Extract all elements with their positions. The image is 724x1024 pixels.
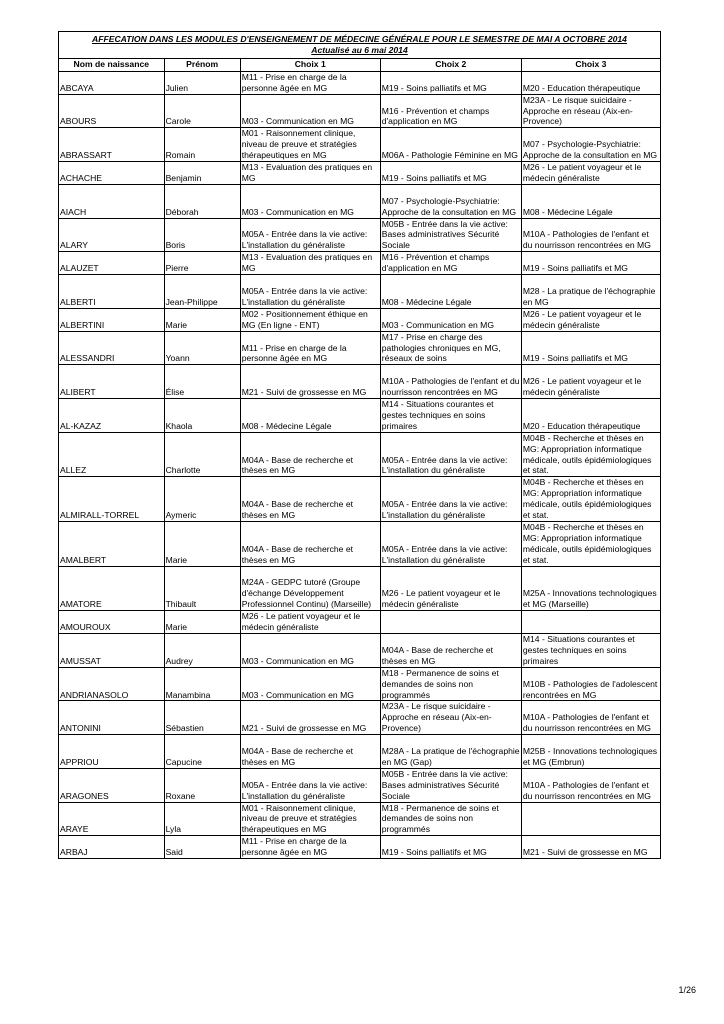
table-row [59, 566, 661, 611]
table-row [59, 667, 661, 701]
table-row [59, 218, 661, 252]
cell-prenom: Marie [164, 521, 240, 566]
cell-choix-3: M08 - Médecine Légale [521, 184, 660, 218]
cell-choix-2: M05B - Entrée dans la vie active: Bases administratives Sécurité Sociale [380, 768, 521, 802]
cell-nom: ABOURS [59, 94, 165, 128]
cell-prenom: Roxane [164, 768, 240, 802]
cell-choix-3: M28 - La pratique de l'échographie en MG [521, 275, 660, 309]
cell-choix-2: M19 - Soins palliatifs et MG [380, 162, 521, 185]
cell-nom: ABCAYA [59, 71, 165, 94]
cell-nom: AL-KAZAZ [59, 399, 165, 433]
cell-prenom: Khaola [164, 399, 240, 433]
cell-prenom: Élise [164, 365, 240, 399]
cell-choix-2: M03 - Communication en MG [380, 308, 521, 331]
cell-choix-2: M05A - Entrée dans la vie active: L'installation du généraliste [380, 521, 521, 566]
cell-choix-3: M25B - Innovations technologiques et MG (Embrun) [521, 735, 660, 769]
cell-nom: ALMIRALL-TORREL [59, 477, 165, 522]
cell-nom: AMOUROUX [59, 611, 165, 634]
cell-choix-2: M23A - Le risque suicidaire - Approche en réseau (Aix-en-Provence) [380, 701, 521, 735]
cell-choix-2: M16 - Prévention et champs d'application en MG [380, 252, 521, 275]
cell-choix-1: M13 - Evaluation des pratiques en MG [240, 252, 380, 275]
cell-prenom: Marie [164, 308, 240, 331]
cell-nom: AMUSSAT [59, 634, 165, 668]
cell-choix-1: M21 - Suivi de grossesse en MG [240, 701, 380, 735]
table-row [59, 184, 661, 218]
cell-prenom: Benjamin [164, 162, 240, 185]
cell-choix-1: M11 - Prise en charge de la personne âgée en MG [240, 836, 380, 859]
cell-nom: ARAYE [59, 802, 165, 836]
cell-choix-2: M26 - Le patient voyageur et le médecin généraliste [380, 566, 521, 611]
cell-choix-2: M05A - Entrée dans la vie active: L'installation du généraliste [380, 432, 521, 477]
cell-choix-1: M21 - Suivi de grossesse en MG [240, 365, 380, 399]
cell-choix-3: M10A - Pathologies de l'enfant et du nourrisson rencontrées en MG [521, 218, 660, 252]
cell-prenom: Thibault [164, 566, 240, 611]
allocation-sheet [58, 31, 661, 859]
table-header-row [59, 58, 661, 71]
cell-choix-1: M03 - Communication en MG [240, 184, 380, 218]
cell-nom: APPRIOU [59, 735, 165, 769]
table-row [59, 521, 661, 566]
table-row [59, 275, 661, 309]
table-row [59, 701, 661, 735]
cell-choix-1: M11 - Prise en charge de la personne âgée en MG [240, 71, 380, 94]
cell-prenom: Lyla [164, 802, 240, 836]
cell-choix-1: M03 - Communication en MG [240, 667, 380, 701]
cell-nom: ALAUZET [59, 252, 165, 275]
cell-choix-3: M10A - Pathologies de l'enfant et du nourrisson rencontrées en MG [521, 701, 660, 735]
cell-choix-2: M18 - Permanence de soins et demandes de soins non programmés [380, 667, 521, 701]
cell-choix-1: M01 - Raisonnement clinique, niveau de preuve et stratégies thérapeutiques en MG [240, 802, 380, 836]
cell-choix-2 [380, 611, 521, 634]
table-row [59, 94, 661, 128]
cell-choix-3: M19 - Soins palliatifs et MG [521, 252, 660, 275]
cell-choix-1: M05A - Entrée dans la vie active: L'installation du généraliste [240, 768, 380, 802]
cell-prenom: Pierre [164, 252, 240, 275]
cell-choix-1: M04A - Base de recherche et thèses en MG [240, 521, 380, 566]
cell-prenom: Carole [164, 94, 240, 128]
table-row [59, 611, 661, 634]
table-row [59, 162, 661, 185]
cell-nom: ANDRIANASOLO [59, 667, 165, 701]
cell-choix-2: M19 - Soins palliatifs et MG [380, 836, 521, 859]
cell-prenom: Manambina [164, 667, 240, 701]
cell-choix-2: M04A - Base de recherche et thèses en MG [380, 634, 521, 668]
cell-choix-2: M19 - Soins palliatifs et MG [380, 71, 521, 94]
cell-choix-2: M06A - Pathologie Féminine en MG [380, 128, 521, 162]
cell-choix-3: M04B - Recherche et thèses en MG: Appropriation informatique médicale, outils épidémiologiques et stat. [521, 432, 660, 477]
cell-prenom: Boris [164, 218, 240, 252]
cell-choix-3: M26 - Le patient voyageur et le médecin généraliste [521, 365, 660, 399]
column-header-choix-2: Choix 2 [380, 58, 521, 71]
cell-choix-1: M05A - Entrée dans la vie active: L'installation du généraliste [240, 218, 380, 252]
cell-choix-3: M14 - Situations courantes et gestes techniques en soins primaires [521, 634, 660, 668]
cell-choix-1: M26 - Le patient voyageur et le médecin généraliste [240, 611, 380, 634]
column-header-choix-1: Choix 1 [240, 58, 380, 71]
cell-choix-1: M01 - Raisonnement clinique, niveau de preuve et stratégies thérapeutiques en MG [240, 128, 380, 162]
table-row [59, 252, 661, 275]
cell-nom: ALESSANDRI [59, 331, 165, 365]
cell-choix-2: M08 - Médecine Légale [380, 275, 521, 309]
cell-prenom: Romain [164, 128, 240, 162]
cell-choix-2: M16 - Prévention et champs d'application en MG [380, 94, 521, 128]
cell-choix-2: M18 - Permanence de soins et demandes de soins non programmés [380, 802, 521, 836]
cell-choix-3: M19 - Soins palliatifs et MG [521, 331, 660, 365]
table-row [59, 477, 661, 522]
cell-prenom: Audrey [164, 634, 240, 668]
cell-prenom: Jean-Philippe [164, 275, 240, 309]
cell-nom: ALBERTI [59, 275, 165, 309]
table-row [59, 331, 661, 365]
cell-choix-3: M10B - Pathologies de l'adolescent rencontrées en MG [521, 667, 660, 701]
cell-choix-2: M05A - Entrée dans la vie active: L'installation du généraliste [380, 477, 521, 522]
cell-nom: ANTONINI [59, 701, 165, 735]
cell-choix-1: M04A - Base de recherche et thèses en MG [240, 477, 380, 522]
cell-choix-1: M03 - Communication en MG [240, 634, 380, 668]
cell-choix-3: M20 - Education thérapeutique [521, 399, 660, 433]
document-title: AFFECATION DANS LES MODULES D'ENSEIGNEMENT DE MÉDECINE GÉNÉRALE POUR LE SEMESTRE DE MAI A OCTOBRE 2014 [59, 32, 661, 45]
cell-choix-3: M26 - Le patient voyageur et le médecin généraliste [521, 162, 660, 185]
table-row [59, 432, 661, 477]
table-row [59, 634, 661, 668]
table-row [59, 802, 661, 836]
table-row [59, 836, 661, 859]
cell-nom: AMALBERT [59, 521, 165, 566]
cell-nom: ABRASSART [59, 128, 165, 162]
cell-nom: ARAGONES [59, 768, 165, 802]
cell-prenom: Julien [164, 71, 240, 94]
table-row [59, 768, 661, 802]
cell-choix-3: M04B - Recherche et thèses en MG: Appropriation informatique médicale, outils épidémiologiques et stat. [521, 477, 660, 522]
cell-choix-2: M17 - Prise en charge des pathologies chroniques en MG, réseaux de soins [380, 331, 521, 365]
cell-choix-1: M04A - Base de recherche et thèses en MG [240, 432, 380, 477]
column-header-prenom: Prénom [164, 58, 240, 71]
cell-choix-1: M13 - Evaluation des pratiques en MG [240, 162, 380, 185]
cell-nom: ALLEZ [59, 432, 165, 477]
column-header-choix-3: Choix 3 [521, 58, 660, 71]
cell-prenom: Déborah [164, 184, 240, 218]
cell-choix-1: M11 - Prise en charge de la personne âgée en MG [240, 331, 380, 365]
table-row [59, 365, 661, 399]
cell-choix-2: M28A - La pratique de l'échographie en MG (Gap) [380, 735, 521, 769]
cell-nom: ALIBERT [59, 365, 165, 399]
table-row [59, 308, 661, 331]
cell-choix-3: M04B - Recherche et thèses en MG: Appropriation informatique médicale, outils épidémiologiques et stat. [521, 521, 660, 566]
cell-choix-1: M24A - GEDPC tutoré (Groupe d'échange Développement Professionnel Continu) (Marseille) [240, 566, 380, 611]
cell-choix-1: M04A - Base de recherche et thèses en MG [240, 735, 380, 769]
cell-choix-1: M08 - Médecine Légale [240, 399, 380, 433]
cell-prenom: Said [164, 836, 240, 859]
cell-nom: ACHACHE [59, 162, 165, 185]
column-header-nom: Nom de naissance [59, 58, 165, 71]
cell-choix-2: M14 - Situations courantes et gestes techniques en soins primaires [380, 399, 521, 433]
cell-prenom: Marie [164, 611, 240, 634]
cell-nom: ARBAJ [59, 836, 165, 859]
cell-choix-3: M20 - Education thérapeutique [521, 71, 660, 94]
table-row [59, 71, 661, 94]
cell-choix-3: M21 - Suivi de grossesse en MG [521, 836, 660, 859]
cell-choix-2: M05B - Entrée dans la vie active: Bases administratives Sécurité Sociale [380, 218, 521, 252]
cell-choix-3: M25A - Innovations technologiques et MG (Marseille) [521, 566, 660, 611]
table-row [59, 128, 661, 162]
cell-prenom: Aymeric [164, 477, 240, 522]
cell-choix-1: M02 - Positionnement éthique en MG (En ligne - ENT) [240, 308, 380, 331]
cell-nom: AMATORE [59, 566, 165, 611]
cell-prenom: Capucine [164, 735, 240, 769]
cell-prenom: Sébastien [164, 701, 240, 735]
cell-choix-2: M07 - Psychologie-Psychiatrie: Approche de la consultation en MG [380, 184, 521, 218]
cell-choix-3 [521, 802, 660, 836]
cell-choix-3: M23A - Le risque suicidaire - Approche en réseau (Aix-en-Provence) [521, 94, 660, 128]
cell-choix-1: M03 - Communication en MG [240, 94, 380, 128]
cell-choix-1: M05A - Entrée dans la vie active: L'installation du généraliste [240, 275, 380, 309]
cell-choix-3: M07 - Psychologie-Psychiatrie: Approche de la consultation en MG [521, 128, 660, 162]
cell-choix-3 [521, 611, 660, 634]
cell-choix-2: M10A - Pathologies de l'enfant et du nourrisson rencontrées en MG [380, 365, 521, 399]
cell-prenom: Yoann [164, 331, 240, 365]
cell-nom: ALARY [59, 218, 165, 252]
table-row [59, 735, 661, 769]
cell-nom: AIACH [59, 184, 165, 218]
page-number: 1/26 [678, 985, 696, 995]
cell-nom: ALBERTINI [59, 308, 165, 331]
cell-prenom: Charlotte [164, 432, 240, 477]
document-updated-date: Actualisé au 6 mai 2014 [59, 45, 661, 58]
table-row [59, 399, 661, 433]
cell-choix-3: M26 - Le patient voyageur et le médecin généraliste [521, 308, 660, 331]
cell-choix-3: M10A - Pathologies de l'enfant et du nourrisson rencontrées en MG [521, 768, 660, 802]
allocation-table [58, 31, 661, 859]
